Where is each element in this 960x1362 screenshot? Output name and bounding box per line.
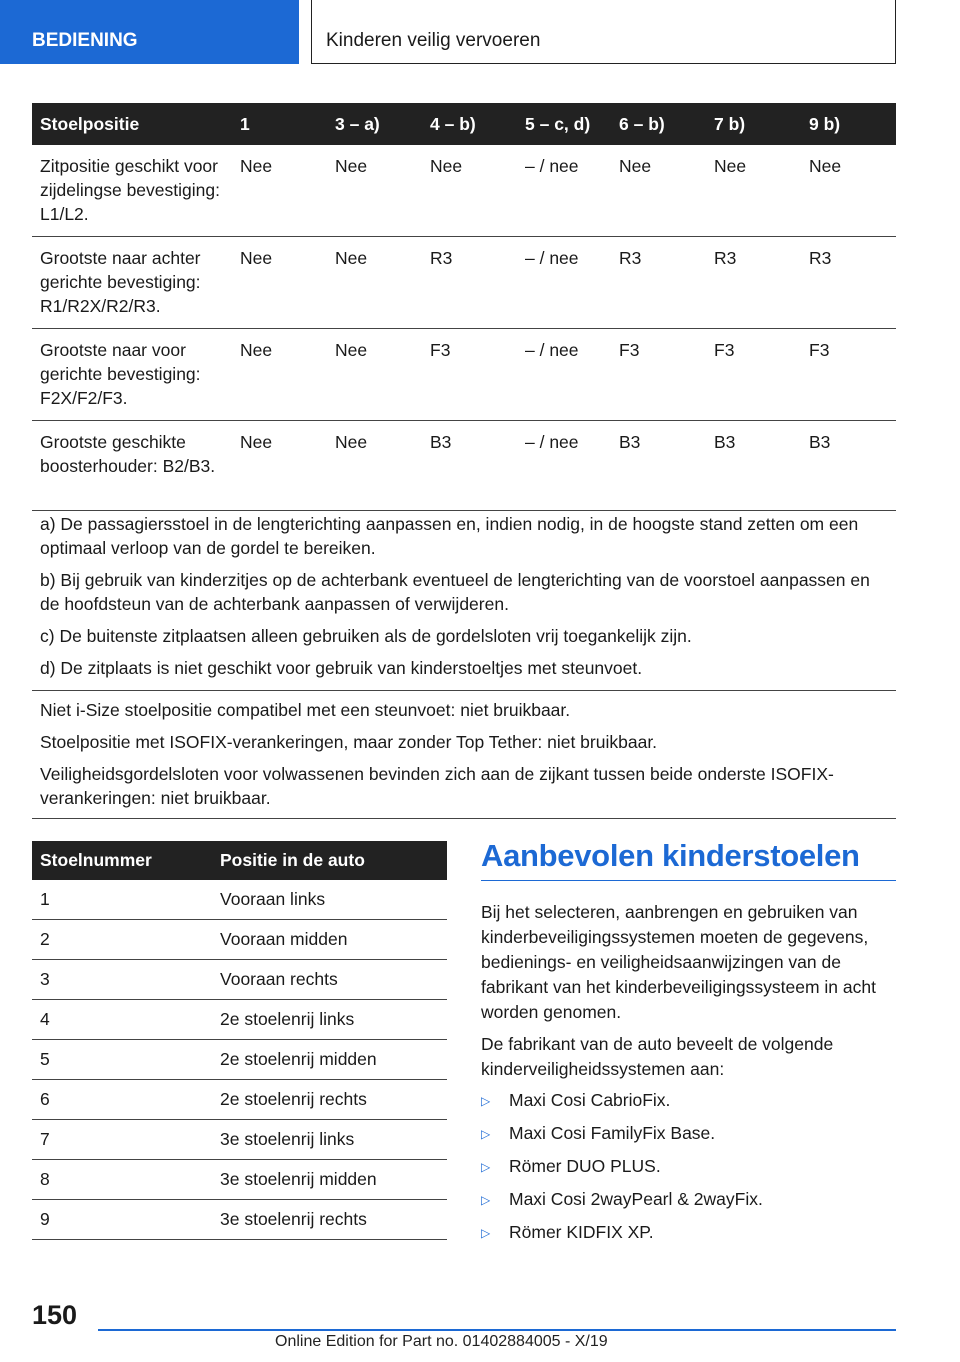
table-row bbox=[32, 1120, 447, 1160]
table-cell: Vooraan midden bbox=[212, 920, 447, 960]
footnotes-block bbox=[32, 502, 896, 691]
table-row bbox=[32, 145, 896, 237]
table-cell: R3 bbox=[422, 237, 517, 329]
table-cell: 3e stoelenrij links bbox=[212, 1120, 447, 1160]
table-cell: – / nee bbox=[517, 145, 611, 237]
note: Veiligheidsgordelsloten voor volwassenen bevinden zich aan de zijkant tussen beide onderste ISOFIX-verankeringen: niet bruikbaar. bbox=[40, 764, 834, 808]
column-header: 4 – b) bbox=[422, 103, 517, 145]
table-row bbox=[32, 1000, 447, 1040]
list-item-label: Maxi Cosi 2wayPearl & 2wayFix. bbox=[509, 1189, 763, 1209]
list-item-label: Maxi Cosi CabrioFix. bbox=[509, 1090, 671, 1110]
table-cell: R3 bbox=[611, 237, 706, 329]
column-header: 3 – a) bbox=[327, 103, 422, 145]
column-header: 9 b) bbox=[801, 103, 896, 145]
table-row bbox=[32, 1160, 447, 1200]
table-cell: R3 bbox=[706, 237, 801, 329]
triangle-bullet-icon: ▷ bbox=[481, 1160, 491, 1174]
table-cell: Nee bbox=[232, 145, 327, 237]
footnote: d) De zitplaats is niet geschikt voor gebruik van kinderstoeltjes met steunvoet. bbox=[40, 658, 643, 678]
list-item bbox=[481, 1187, 896, 1213]
table-cell: B3 bbox=[611, 421, 706, 511]
table-cell: 4 bbox=[32, 1000, 212, 1040]
table-row bbox=[32, 920, 447, 960]
table-cell: – / nee bbox=[517, 421, 611, 511]
table-cell: Nee bbox=[327, 421, 422, 511]
triangle-bullet-icon: ▷ bbox=[481, 1226, 491, 1240]
table-cell: Grootste naar achter gerichte bevestiging: R1/R2X/R2/R3. bbox=[32, 237, 232, 329]
table-cell: Nee bbox=[422, 145, 517, 237]
list-item bbox=[481, 1121, 896, 1147]
list-item bbox=[481, 1088, 896, 1114]
column-header: 1 bbox=[232, 103, 327, 145]
table-cell: Nee bbox=[611, 145, 706, 237]
recommended-seats-section bbox=[481, 838, 896, 1253]
table-cell: B3 bbox=[422, 421, 517, 511]
column-header: Stoelnummer bbox=[32, 841, 212, 880]
table-row bbox=[32, 237, 896, 329]
table-cell: Nee bbox=[232, 329, 327, 421]
table-cell: F3 bbox=[706, 329, 801, 421]
table-cell: Vooraan links bbox=[212, 880, 447, 920]
list-item-label: Maxi Cosi FamilyFix Base. bbox=[509, 1123, 716, 1143]
table-cell: Grootste geschikte boosterhouder: B2/B3. bbox=[32, 421, 232, 511]
page-number: 150 bbox=[32, 1300, 78, 1330]
table-cell: Nee bbox=[327, 145, 422, 237]
section-tab bbox=[0, 0, 299, 64]
table-header-row bbox=[32, 103, 896, 145]
table-cell: F3 bbox=[422, 329, 517, 421]
table-cell: 3e stoelenrij rechts bbox=[212, 1200, 447, 1240]
table-cell: – / nee bbox=[517, 237, 611, 329]
table-row bbox=[32, 1080, 447, 1120]
list-item bbox=[481, 1220, 896, 1246]
column-header: 6 – b) bbox=[611, 103, 706, 145]
table-row bbox=[32, 329, 896, 421]
table-cell: 5 bbox=[32, 1040, 212, 1080]
table-cell: F3 bbox=[801, 329, 896, 421]
chapter-header bbox=[311, 0, 896, 64]
column-header: Stoelpositie bbox=[32, 103, 232, 145]
table-cell: 3e stoelenrij midden bbox=[212, 1160, 447, 1200]
table-cell: 7 bbox=[32, 1120, 212, 1160]
triangle-bullet-icon: ▷ bbox=[481, 1193, 491, 1207]
table-cell: Nee bbox=[801, 145, 896, 237]
section-label: BEDIENING bbox=[32, 30, 138, 51]
table-cell: Grootste naar voor gerichte bevestiging: F2X/F2/F3. bbox=[32, 329, 232, 421]
footnote: b) Bij gebruik van kinderzitjes op de achterbank eventueel de lengterichting van de voorstoel aanpassen en de hoofdsteun van de achterbank aanpassen of verwijderen. bbox=[40, 570, 870, 614]
note: Niet i-Size stoelpositie compatibel met een steunvoet: niet bruikbaar. bbox=[40, 700, 571, 720]
table-row bbox=[32, 880, 447, 920]
table-cell: 2e stoelenrij rechts bbox=[212, 1080, 447, 1120]
list-item bbox=[481, 1154, 896, 1180]
list-item-label: Römer KIDFIX XP. bbox=[509, 1222, 654, 1242]
column-header: 7 b) bbox=[706, 103, 801, 145]
table-cell: 2 bbox=[32, 920, 212, 960]
table-cell: F3 bbox=[611, 329, 706, 421]
footnote: c) De buitenste zitplaatsen alleen gebruiken als de gordelsloten vrij toegankelijk zijn. bbox=[40, 626, 692, 646]
table-cell: 3 bbox=[32, 960, 212, 1000]
table-cell: – / nee bbox=[517, 329, 611, 421]
table-cell: 1 bbox=[32, 880, 212, 920]
chapter-title: Kinderen veilig vervoeren bbox=[326, 30, 541, 51]
notes-block bbox=[32, 688, 896, 819]
edition-footer: Online Edition for Part no. 01402884005 - X/19 bbox=[275, 1333, 608, 1350]
table-cell: Nee bbox=[232, 421, 327, 511]
column-header: 5 – c, d) bbox=[517, 103, 611, 145]
table-cell: 9 bbox=[32, 1200, 212, 1240]
table-cell: B3 bbox=[801, 421, 896, 511]
table-row bbox=[32, 960, 447, 1000]
seat-number-table bbox=[32, 841, 447, 1240]
table-cell: 2e stoelenrij midden bbox=[212, 1040, 447, 1080]
table-cell: Nee bbox=[327, 237, 422, 329]
table-cell: Nee bbox=[327, 329, 422, 421]
table-cell: 2e stoelenrij links bbox=[212, 1000, 447, 1040]
intro-paragraph: Bij het selecteren, aanbrengen en gebruiken van kinderbeveiligingssystemen moeten de gegevens, bedienings- en veiligheidsaanwijzingen van de fabrikant van het kinderbeveiligingssysteem in acht worden genomen. bbox=[481, 902, 876, 1022]
table-cell: Zitpositie geschikt voor zijdelingse bevestiging: L1/L2. bbox=[32, 145, 232, 237]
note: Stoelpositie met ISOFIX-verankeringen, maar zonder Top Tether: niet bruikbaar. bbox=[40, 732, 658, 752]
table-cell: 8 bbox=[32, 1160, 212, 1200]
triangle-bullet-icon: ▷ bbox=[481, 1127, 491, 1141]
table-cell: 6 bbox=[32, 1080, 212, 1120]
table-cell: Vooraan rechts bbox=[212, 960, 447, 1000]
lead-paragraph: De fabrikant van de auto beveelt de volgende kinderveiligheidssystemen aan: bbox=[481, 1034, 834, 1079]
list-item-label: Römer DUO PLUS. bbox=[509, 1156, 661, 1176]
table-row bbox=[32, 1040, 447, 1080]
table-header-row bbox=[32, 841, 447, 880]
table-cell: R3 bbox=[801, 237, 896, 329]
table-row bbox=[32, 421, 896, 511]
table-row bbox=[32, 1200, 447, 1240]
footer-divider bbox=[98, 1329, 896, 1331]
table-cell: Nee bbox=[706, 145, 801, 237]
isofix-seat-table bbox=[32, 103, 896, 511]
triangle-bullet-icon: ▷ bbox=[481, 1094, 491, 1108]
footnote: a) De passagiersstoel in de lengterichting aanpassen en, indien nodig, in de hoogste stand zetten om een optimaal verloop van de gordel te bereiken. bbox=[40, 514, 859, 558]
section-heading: Aanbevolen kinderstoelen bbox=[481, 838, 896, 881]
table-cell: B3 bbox=[706, 421, 801, 511]
column-header: Positie in de auto bbox=[212, 841, 447, 880]
recommended-list bbox=[481, 1088, 896, 1246]
table-cell: Nee bbox=[232, 237, 327, 329]
